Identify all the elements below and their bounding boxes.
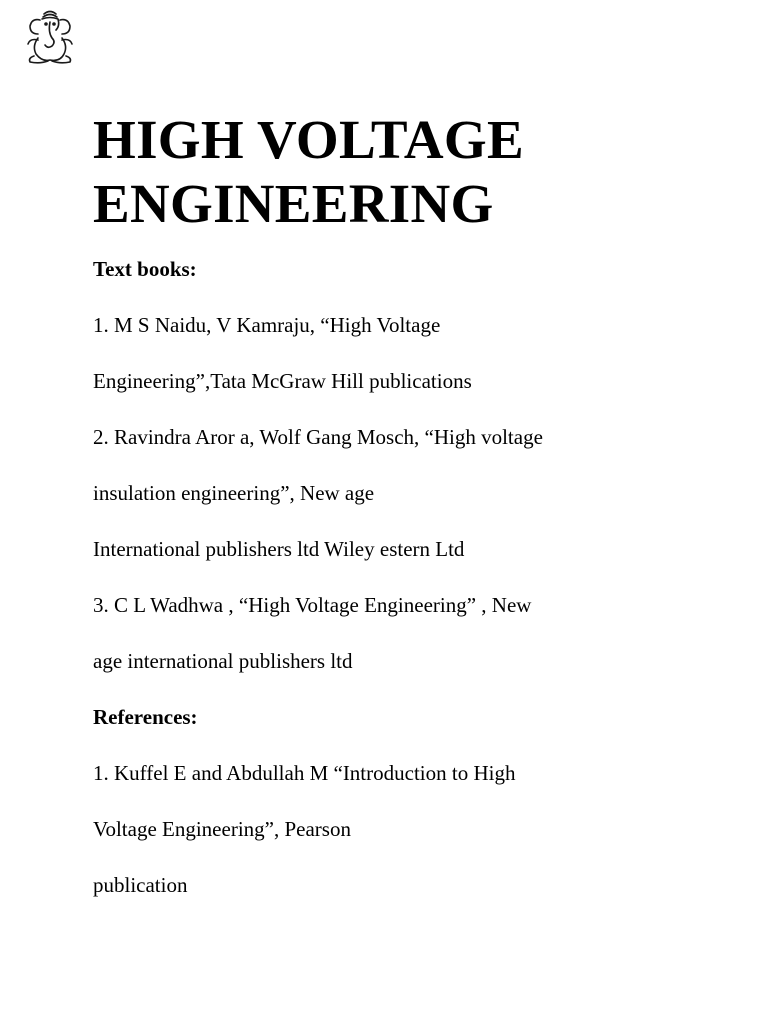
title-line-2: ENGINEERING [93, 173, 494, 234]
title-line-1: HIGH VOLTAGE [93, 109, 524, 170]
ganesha-emblem-icon [18, 8, 82, 66]
textbook-line: insulation engineering”, New age [93, 481, 375, 505]
references-heading: References: [93, 705, 198, 729]
textbook-line: 3. C L Wadhwa , “High Voltage Engineering” , New [93, 593, 532, 617]
reference-line: 1. Kuffel E and Abdullah M “Introduction to High [93, 761, 516, 785]
textbooks-heading: Text books: [93, 257, 197, 281]
reference-line: Voltage Engineering”, Pearson [93, 817, 351, 841]
textbook-line: age international publishers ltd [93, 649, 353, 673]
reference-line: publication [93, 873, 188, 897]
textbook-line: Engineering”,Tata McGraw Hill publications [93, 369, 472, 393]
textbook-line: 1. M S Naidu, V Kamraju, “High Voltage [93, 313, 441, 337]
page-title [93, 108, 524, 236]
textbook-line: International publishers ltd Wiley estern Ltd [93, 537, 465, 561]
textbook-line: 2. Ravindra Aror a, Wolf Gang Mosch, “High voltage [93, 425, 543, 449]
